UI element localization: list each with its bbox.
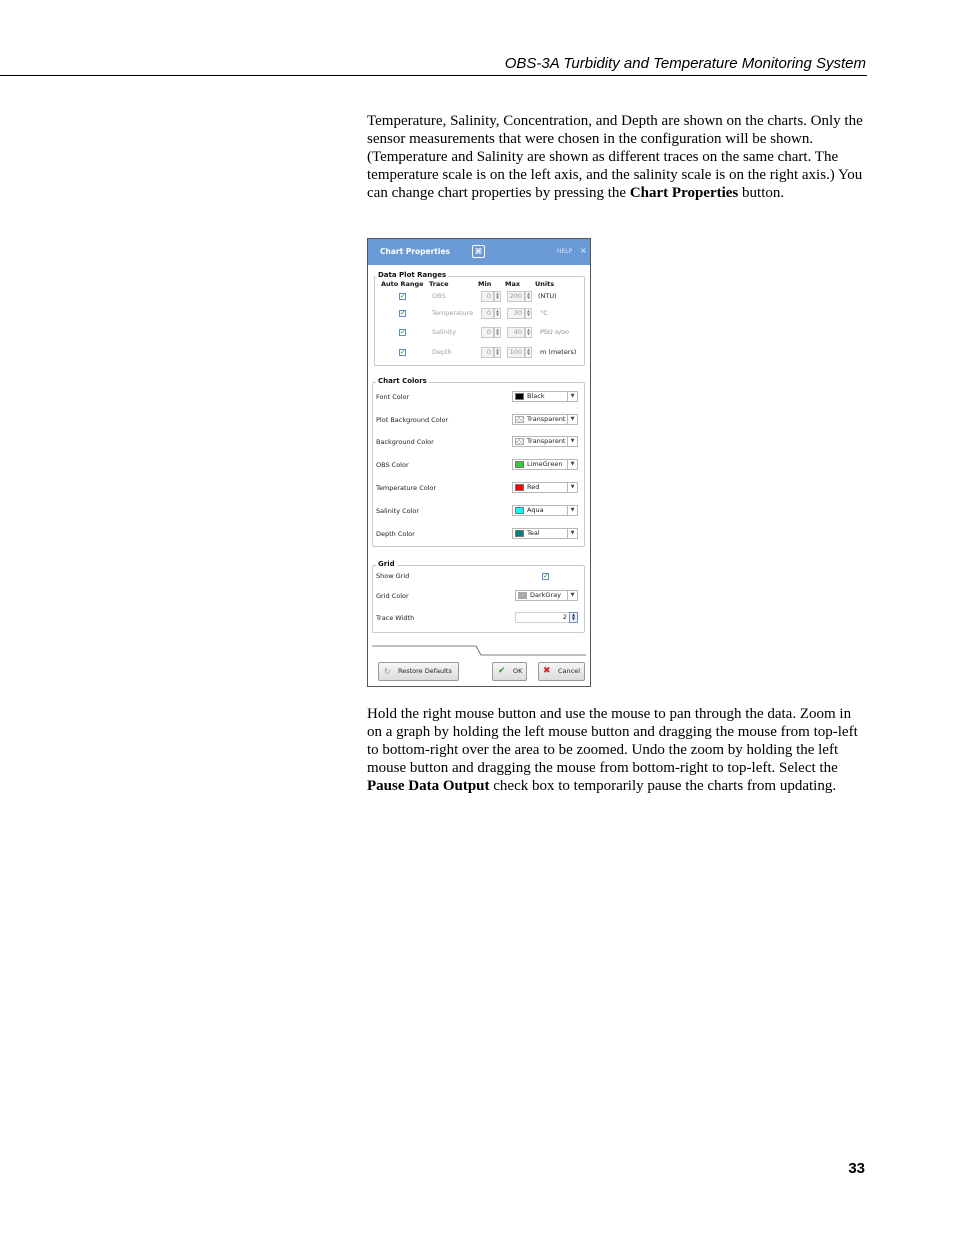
restore-defaults-button[interactable] <box>378 662 459 681</box>
color-row-label: Font Color <box>376 393 410 401</box>
trace-name: Salinity <box>432 328 457 336</box>
grid-color-label: Grid Color <box>376 592 409 600</box>
chevron-down-icon[interactable]: ▼ <box>567 506 577 515</box>
min-input-temperature[interactable]: 0 <box>481 308 494 319</box>
color-value: Aqua <box>527 506 544 514</box>
min-stepper-temperature[interactable]: ▲ ▼ <box>495 308 500 317</box>
color-swatch <box>515 438 524 445</box>
paragraph-pan-zoom <box>367 705 867 795</box>
max-stepper-salinity[interactable]: ▲ ▼ <box>526 327 531 336</box>
close-icon[interactable]: × <box>580 246 587 255</box>
trace-name: OBS <box>432 292 446 300</box>
min-stepper-salinity[interactable]: ▲ ▼ <box>495 327 500 336</box>
color-row-label: Salinity Color <box>376 507 420 515</box>
max-stepper-depth[interactable]: ▲ ▼ <box>526 347 531 356</box>
ok-button[interactable] <box>492 662 527 681</box>
paragraph-chart-intro <box>367 112 867 202</box>
color-row-label: Background Color <box>376 438 434 446</box>
chevron-down-icon[interactable]: ▼ <box>567 415 577 424</box>
color-swatch <box>518 592 527 599</box>
column-max: Max <box>505 280 521 288</box>
column-auto-range: Auto Range <box>381 280 424 288</box>
trace-width-label: Trace Width <box>376 614 415 622</box>
obs-color-dropdown[interactable] <box>512 459 578 470</box>
min-stepper-depth[interactable]: ▲ ▼ <box>495 347 500 356</box>
header-rule <box>0 75 867 76</box>
color-row-label: Temperature Color <box>376 484 437 492</box>
max-input-temperature[interactable]: 30 <box>507 308 525 319</box>
chevron-down-icon[interactable]: ▼ <box>567 437 577 446</box>
unit-label: PSU o/oo <box>540 328 569 336</box>
chart-colors-legend: Chart Colors <box>378 377 427 385</box>
cancel-x-icon: ✖ <box>543 666 551 676</box>
ok-label: OK <box>513 667 523 675</box>
min-stepper-obs[interactable]: ▲ ▼ <box>495 291 500 300</box>
min-input-depth[interactable]: 0 <box>481 347 494 358</box>
unit-label: °C <box>540 309 548 317</box>
color-value: Red <box>527 483 540 491</box>
color-swatch <box>515 507 524 514</box>
color-value: DarkGray <box>530 591 561 599</box>
background-color-dropdown[interactable] <box>512 436 578 447</box>
grid-legend: Grid <box>378 560 395 568</box>
show-grid-checkbox[interactable]: ✓ <box>543 572 549 580</box>
min-input-obs[interactable]: 0 <box>481 291 494 302</box>
page-number: 33 <box>848 1160 865 1177</box>
paragraph-2-after: check box to temporarily pause the charts from updating. <box>489 778 837 794</box>
font-color-dropdown[interactable] <box>512 391 578 402</box>
color-swatch <box>515 393 524 400</box>
restore-icon: ↻ <box>384 667 391 676</box>
app-logo-icon: ⌘ <box>472 245 485 258</box>
temperature-color-dropdown[interactable] <box>512 482 578 493</box>
trace-name: Temperature <box>432 309 474 317</box>
data-plot-ranges-legend: Data Plot Ranges <box>378 271 447 279</box>
color-row-label: Plot Background Color <box>376 416 449 424</box>
cancel-label: Cancel <box>558 667 581 675</box>
paragraph-1-after: button. <box>738 185 785 201</box>
max-stepper-obs[interactable]: ▲ ▼ <box>526 291 531 300</box>
max-stepper-temperature[interactable]: ▲ ▼ <box>526 308 531 317</box>
chevron-down-icon[interactable]: ▼ <box>567 460 577 469</box>
auto-range-checkbox-salinity[interactable]: ✓ <box>400 328 406 336</box>
chart-properties-term: Chart Properties <box>629 185 739 201</box>
color-value: Teal <box>527 529 540 537</box>
paragraph-1-text: Temperature, Salinity, Concentration, and Depth are shown on the charts. Only the sensor measurements that were chosen in the configuration will be shown. (Temperature and Salinity are shown as different traces on the same chart. The temperature scale is on the left axis, and the salinity scale is on the right axis.) You can change chart properties by pressing the <box>367 113 863 201</box>
unit-label: (NTU) <box>538 292 557 300</box>
depth-color-dropdown[interactable] <box>512 528 578 539</box>
color-row-label: Depth Color <box>376 530 415 538</box>
pause-data-output-term: Pause Data Output <box>367 778 490 794</box>
color-swatch <box>515 530 524 537</box>
dialog-titlebar <box>368 239 590 265</box>
unit-label: m (meters) <box>540 348 577 356</box>
chevron-down-icon[interactable]: ▼ <box>567 529 577 538</box>
max-input-obs[interactable]: 200 <box>507 291 525 302</box>
color-value: Transparent <box>527 437 566 445</box>
paragraph-2-text: Hold the right mouse button and use the mouse to pan through the data. Zoom in on a graph by holding the left mouse button and dragging the mouse from top-left to bottom-right over the area to be zoomed. Undo the zoom by holding the left mouse button and dragging the mouse from bottom-right to top-left. Select the <box>367 706 858 776</box>
color-value: Transparent <box>527 415 566 423</box>
plot-background-color-dropdown[interactable] <box>512 414 578 425</box>
check-icon: ✔ <box>498 666 506 676</box>
color-value: Black <box>527 392 545 400</box>
chevron-down-icon[interactable]: ▼ <box>567 392 577 401</box>
header-title: OBS-3A Turbidity and Temperature Monitoring System <box>504 55 866 72</box>
auto-range-checkbox-obs[interactable]: ✓ <box>400 292 406 300</box>
chart-properties-dialog <box>367 238 591 687</box>
color-swatch <box>515 484 524 491</box>
salinity-color-dropdown[interactable] <box>512 505 578 516</box>
max-input-depth[interactable]: 100 <box>507 347 525 358</box>
min-input-salinity[interactable]: 0 <box>481 327 494 338</box>
column-min: Min <box>478 280 492 288</box>
restore-defaults-label: Restore Defaults <box>398 667 452 675</box>
max-input-salinity[interactable]: 40 <box>507 327 525 338</box>
trace-name: Depth <box>432 348 452 356</box>
column-units: Units <box>535 280 555 288</box>
footer-separator <box>368 642 590 658</box>
color-row-label: OBS Color <box>376 461 409 469</box>
auto-range-checkbox-depth[interactable]: ✓ <box>400 348 406 356</box>
auto-range-checkbox-temperature[interactable]: ✓ <box>400 309 406 317</box>
help-link[interactable]: HELP <box>557 248 573 255</box>
color-swatch <box>515 416 524 423</box>
show-grid-label: Show Grid <box>376 572 410 580</box>
chevron-down-icon[interactable]: ▼ <box>567 483 577 492</box>
trace-width-stepper[interactable]: ▲ ▼ <box>569 612 578 623</box>
color-value: LimeGreen <box>527 460 563 468</box>
chevron-down-icon[interactable]: ▼ <box>567 591 577 600</box>
dialog-title: Chart Properties <box>380 247 451 256</box>
grid-color-dropdown[interactable] <box>515 590 578 601</box>
column-trace: Trace <box>429 280 449 288</box>
color-swatch <box>515 461 524 468</box>
trace-width-input[interactable]: 2 <box>515 612 570 623</box>
cancel-button[interactable] <box>538 662 585 681</box>
